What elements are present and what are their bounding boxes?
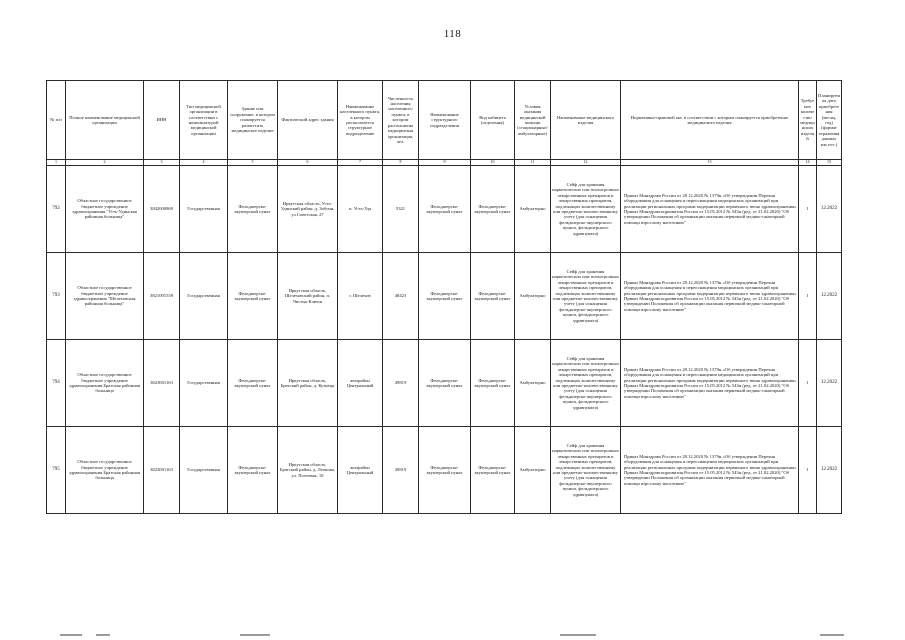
- building-type: Фельдшерско-акушерский пункт: [228, 340, 278, 427]
- scan-mark: [240, 634, 270, 636]
- building-type: Фельдшерско-акушерский пункт: [228, 166, 278, 253]
- table-row: [47, 340, 842, 427]
- cabinet-type: Фельдшерско-акушерский пункт: [471, 340, 515, 427]
- planned-date: 12.2022: [817, 427, 842, 514]
- column-header: Вид кабинета (отделения): [471, 81, 515, 160]
- actual-address: Иркутская область, Братский район, д. Кузнецк: [278, 340, 338, 427]
- row-number: 793: [47, 253, 66, 340]
- column-header: ИНН: [144, 81, 180, 160]
- column-number: 6: [278, 160, 338, 166]
- cabinet-type: Фельдшерско-акушерский пункт: [471, 166, 515, 253]
- column-header: Полное наименование медицинской организации: [66, 81, 144, 160]
- column-number: 7: [338, 160, 383, 166]
- legal-act: Приказ Минздрава России от 28.12.2020 № 1379н «Об утверждении Перечня оборудования для оснащения и переоснащения медицинских организаций при реализации региональных программ модернизации первичного звена здравоохранения» Приказ Минздравсоцразвития России от 15.05.2012 № 543н (ред. от 21.02.2020) "Об утверждении Положения об организации оказания первичной медико-санитарной помощи взрослому населению": [621, 253, 799, 340]
- settlement-name: жилрайон Центральный: [338, 427, 383, 514]
- legal-act: Приказ Минздрава России от 28.12.2020 № 1379н «Об утверждении Перечня оборудования для оснащения и переоснащения медицинских организаций при реализации региональных программ модернизации первичного звена здравоохранения» Приказ Минздравсоцразвития России от 15.05.2012 № 543н (ред. от 21.02.2020) "Об утверждении Положения об организации оказания первичной медико-санитарной помощи взрослому населению": [621, 166, 799, 253]
- column-number: 1: [47, 160, 66, 166]
- care-conditions: Амбулаторно: [515, 340, 551, 427]
- table-row: [47, 253, 842, 340]
- column-header: Требуемое количество медицинских изделий: [799, 81, 817, 160]
- column-number: 10: [471, 160, 515, 166]
- settlement-name: п. Усть-Уда: [338, 166, 383, 253]
- column-header: Фактический адрес здания: [278, 81, 338, 160]
- column-header: Тип медицинской организации в соответствии с номенклатурой медицинской организации: [180, 81, 228, 160]
- scan-mark: [96, 634, 110, 636]
- population-value: 49819: [383, 340, 419, 427]
- row-number: 792: [47, 166, 66, 253]
- cabinet-type: Фельдшерско-акушерский пункт: [471, 253, 515, 340]
- column-header: Планируемая дата приобретения (месяц, год) (формат отражения данных мм.гггг.): [817, 81, 842, 160]
- device-name: Сейф для хранения наркотических или психотропных лекарственных препаратов и лекарственных препаратов, подлежащих количественному или предметно-количественному учету (для оснащения фельдшерско-акушерского пункта, фельдшерского здравпункта): [551, 427, 621, 514]
- column-header: Здание или сооружение, в котором планируется разместить медицинское изделие: [228, 81, 278, 160]
- organization-name: Областное государственное бюджетное учреждение здравоохранения Братская районная больница: [66, 427, 144, 514]
- device-name: Сейф для хранения наркотических или психотропных лекарственных препаратов и лекарственных препаратов, подлежащих количественному или предметно-количественному учету (для оснащения фельдшерско-акушерского пункта, фельдшерского здравпункта): [551, 166, 621, 253]
- column-number: 12: [551, 160, 621, 166]
- column-number: 11: [515, 160, 551, 166]
- actual-address: Иркутская область, Усть-Удинский район, д. Зобгин, ул.Советская, 27: [278, 166, 338, 253]
- table-row: [47, 427, 842, 514]
- organization-type: Государственная: [180, 340, 228, 427]
- device-quantity: 1: [799, 253, 817, 340]
- column-number: 2: [66, 160, 144, 166]
- device-quantity: 1: [799, 427, 817, 514]
- scan-mark: [560, 634, 596, 636]
- organization-name: Областное государственное бюджетное учреждение здравоохранения Братская районная больница: [66, 340, 144, 427]
- planned-date: 12.2022: [817, 340, 842, 427]
- cabinet-type: Фельдшерско-акушерский пункт: [471, 427, 515, 514]
- column-header: Наименование населенного пункта, в котором располагается структурное подразделение: [338, 81, 383, 160]
- column-number: 13: [621, 160, 799, 166]
- building-type: Фельдшерско-акушерский пункт: [228, 253, 278, 340]
- actual-address: Иркутская область, Шелеховский район, п. Чистые Ключи: [278, 253, 338, 340]
- settlement-name: жилрайон Центральный: [338, 340, 383, 427]
- planned-date: 12.2022: [817, 166, 842, 253]
- medical-devices-table: [46, 80, 842, 514]
- column-number: 14: [799, 160, 817, 166]
- column-header: Условия оказания медицинской помощи (стационарные/амбулаторные): [515, 81, 551, 160]
- device-name: Сейф для хранения наркотических или психотропных лекарственных препаратов и лекарственных препаратов, подлежащих количественному или предметно-количественному учету (для оснащения фельдшерско-акушерского пункта, фельдшерского здравпункта): [551, 340, 621, 427]
- planned-date: 12.2022: [817, 253, 842, 340]
- care-conditions: Амбулаторно: [515, 253, 551, 340]
- column-number: 9: [419, 160, 471, 166]
- scan-mark: [820, 634, 844, 636]
- organization-type: Государственная: [180, 427, 228, 514]
- header-row: [47, 81, 842, 160]
- settlement-name: г. Шелехов: [338, 253, 383, 340]
- actual-address: Иркутская область, Братский район, д. Леонова, ул. Почтовая, 10: [278, 427, 338, 514]
- column-number: 3: [144, 160, 180, 166]
- inn-value: 3821001539: [144, 253, 180, 340]
- column-header: Наименование медицинского изделия: [551, 81, 621, 160]
- column-number: 15: [817, 160, 842, 166]
- care-conditions: Амбулаторно: [515, 166, 551, 253]
- registry-table-container: [46, 80, 841, 514]
- scan-edge-marks: [0, 634, 905, 636]
- structural-unit: Фельдшерско-акушерский пункт: [419, 427, 471, 514]
- column-number: 8: [383, 160, 419, 166]
- scan-mark: [60, 634, 82, 636]
- care-conditions: Амбулаторно: [515, 427, 551, 514]
- column-header: Наименование структурного подразделения: [419, 81, 471, 160]
- structural-unit: Фельдшерско-акушерский пункт: [419, 340, 471, 427]
- organization-type: Государственная: [180, 166, 228, 253]
- device-name: Сейф для хранения наркотических или психотропных лекарственных препаратов и лекарственных препаратов, подлежащих количественному или предметно-количественному учету (для оснащения фельдшерско-акушерского пункта, фельдшерского здравпункта): [551, 253, 621, 340]
- inn-value: 3823001163: [144, 427, 180, 514]
- structural-unit: Фельдшерско-акушерский пункт: [419, 166, 471, 253]
- legal-act: Приказ Минздрава России от 28.12.2020 № 1379н «Об утверждении Перечня оборудования для оснащения и переоснащения медицинских организаций при реализации региональных программ модернизации первичного звена здравоохранения» Приказ Минздравсоцразвития России от 15.05.2012 № 543н (ред. от 21.02.2020) "Об утверждении Положения об организации оказания первичной медико-санитарной помощи взрослому населению": [621, 340, 799, 427]
- inn-value: 3823001163: [144, 340, 180, 427]
- device-quantity: 1: [799, 340, 817, 427]
- organization-name: Областное государственное бюджетное учреждение здравоохранения "Шелеховская районная больница": [66, 253, 144, 340]
- column-header: № п/п: [47, 81, 66, 160]
- device-quantity: 1: [799, 166, 817, 253]
- table-row: [47, 166, 842, 253]
- row-number: 794: [47, 340, 66, 427]
- building-type: Фельдшерско-акушерский пункт: [228, 427, 278, 514]
- population-value: 5321: [383, 166, 419, 253]
- population-value: 48423: [383, 253, 419, 340]
- column-header: Численность населения населенного пункта, в котором расположена медицинская организация, чел.: [383, 81, 419, 160]
- structural-unit: Фельдшерско-акушерский пункт: [419, 253, 471, 340]
- inn-value: 3842000860: [144, 166, 180, 253]
- organization-name: Областное государственное бюджетное учреждение здравоохранения "Усть-Удинская районная больница": [66, 166, 144, 253]
- column-header: Нормативно-правовой акт, в соответствии с которым планируется приобретение медицинского изделия: [621, 81, 799, 160]
- column-number: 4: [180, 160, 228, 166]
- row-number: 795: [47, 427, 66, 514]
- column-number: 5: [228, 160, 278, 166]
- organization-type: Государственная: [180, 253, 228, 340]
- legal-act: Приказ Минздрава России от 28.12.2020 № 1379н «Об утверждении Перечня оборудования для оснащения и переоснащения медицинских организаций при реализации региональных программ модернизации первичного звена здравоохранения» Приказ Минздравсоцразвития России от 15.05.2012 № 543н (ред. от 21.02.2020) "Об утверждении Положения об организации оказания первичной медико-санитарной помощи взрослому населению": [621, 427, 799, 514]
- page-number: 118: [443, 28, 462, 40]
- population-value: 49819: [383, 427, 419, 514]
